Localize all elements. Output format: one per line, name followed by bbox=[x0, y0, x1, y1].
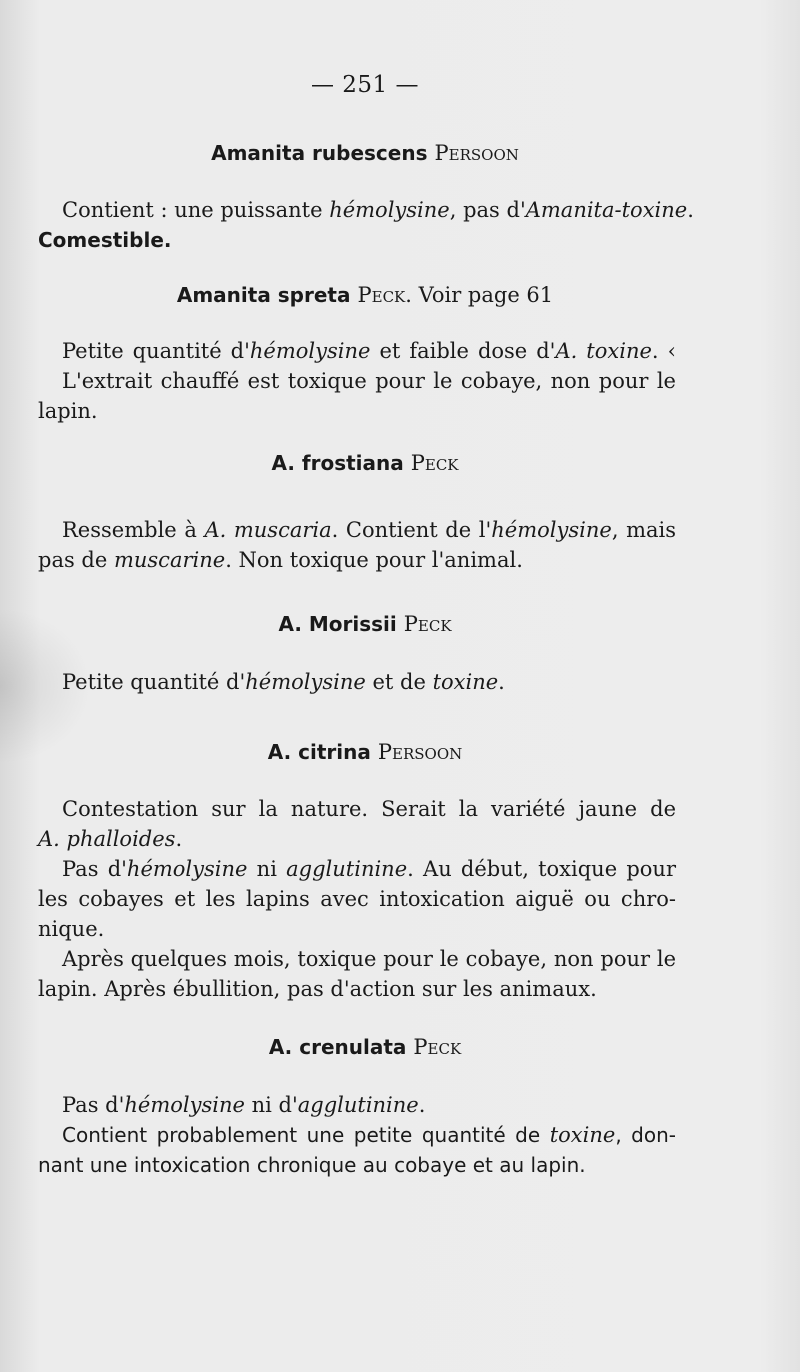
text-line: Contient probablement une petite quantité de toxine, don- bbox=[62, 1123, 676, 1147]
section-heading-frostiana bbox=[0, 451, 730, 476]
text-line: nant une intoxication chronique au cobaye et au lapin. bbox=[38, 1153, 586, 1177]
text-line-edible: Comestible. bbox=[38, 228, 172, 252]
section-heading-spreta bbox=[0, 283, 730, 308]
section-heading-morissii bbox=[0, 612, 730, 637]
text-line: Pas d'hémolysine ni d'agglutinine. bbox=[62, 1093, 426, 1117]
page-number: — 251 — bbox=[310, 72, 420, 98]
text-line: Petite quantité d'hémolysine et de toxine. bbox=[62, 670, 505, 694]
section-body-frostiana bbox=[38, 515, 676, 575]
page-reference: . Voir page 61 bbox=[405, 283, 554, 307]
species-name: A. frostiana bbox=[271, 451, 404, 475]
species-name: A. citrina bbox=[267, 740, 371, 764]
species-name: Amanita spreta bbox=[176, 283, 351, 307]
species-name: A. Morissii bbox=[278, 612, 397, 636]
species-name: Amanita rubescens bbox=[211, 141, 428, 165]
section-heading-crenulata bbox=[0, 1035, 730, 1060]
species-author: Peck bbox=[413, 1035, 462, 1059]
text-line: A. phalloides. bbox=[38, 827, 183, 851]
text-line: Après quelques mois, toxique pour le cobaye, non pour le bbox=[62, 947, 676, 971]
section-heading-citrina bbox=[0, 740, 730, 765]
section-heading-rubescens bbox=[0, 141, 730, 166]
text-line: lapin. bbox=[38, 399, 98, 423]
section-body-rubescens bbox=[38, 195, 694, 255]
species-author: Persoon bbox=[434, 141, 519, 165]
text-line: pas de muscarine. Non toxique pour l'animal. bbox=[38, 548, 523, 572]
text-line: Contestation sur la nature. Serait la variété jaune de bbox=[62, 797, 676, 821]
species-author: Peck bbox=[357, 283, 406, 307]
text-line: L'extrait chauffé est toxique pour le cobaye, non pour le bbox=[62, 369, 676, 393]
text-line: Pas d'hémolysine ni agglutinine. Au début, toxique pour bbox=[62, 857, 676, 881]
species-name: A. crenulata bbox=[268, 1035, 407, 1059]
text-line: Contient : une puissante hémolysine, pas d'Amanita-toxine. bbox=[62, 198, 694, 222]
species-author: Peck bbox=[410, 451, 459, 475]
text-line: lapin. Après ébullition, pas d'action sur les animaux. bbox=[38, 977, 597, 1001]
section-body-spreta bbox=[38, 336, 676, 426]
section-body-crenulata bbox=[38, 1090, 676, 1180]
section-body-morissii bbox=[38, 667, 676, 697]
species-author: Peck bbox=[403, 612, 452, 636]
text-line: nique. bbox=[38, 917, 105, 941]
text-line: Petite quantité d'hémolysine et faible dose d'A. toxine. ‹ bbox=[62, 339, 676, 363]
section-body-citrina bbox=[38, 794, 676, 1004]
text-line: Ressemble à A. muscaria. Contient de l'hémolysine, mais bbox=[62, 518, 677, 542]
species-author: Persoon bbox=[377, 740, 463, 764]
text-line: les cobayes et les lapins avec intoxication aiguë ou chro- bbox=[38, 887, 676, 911]
